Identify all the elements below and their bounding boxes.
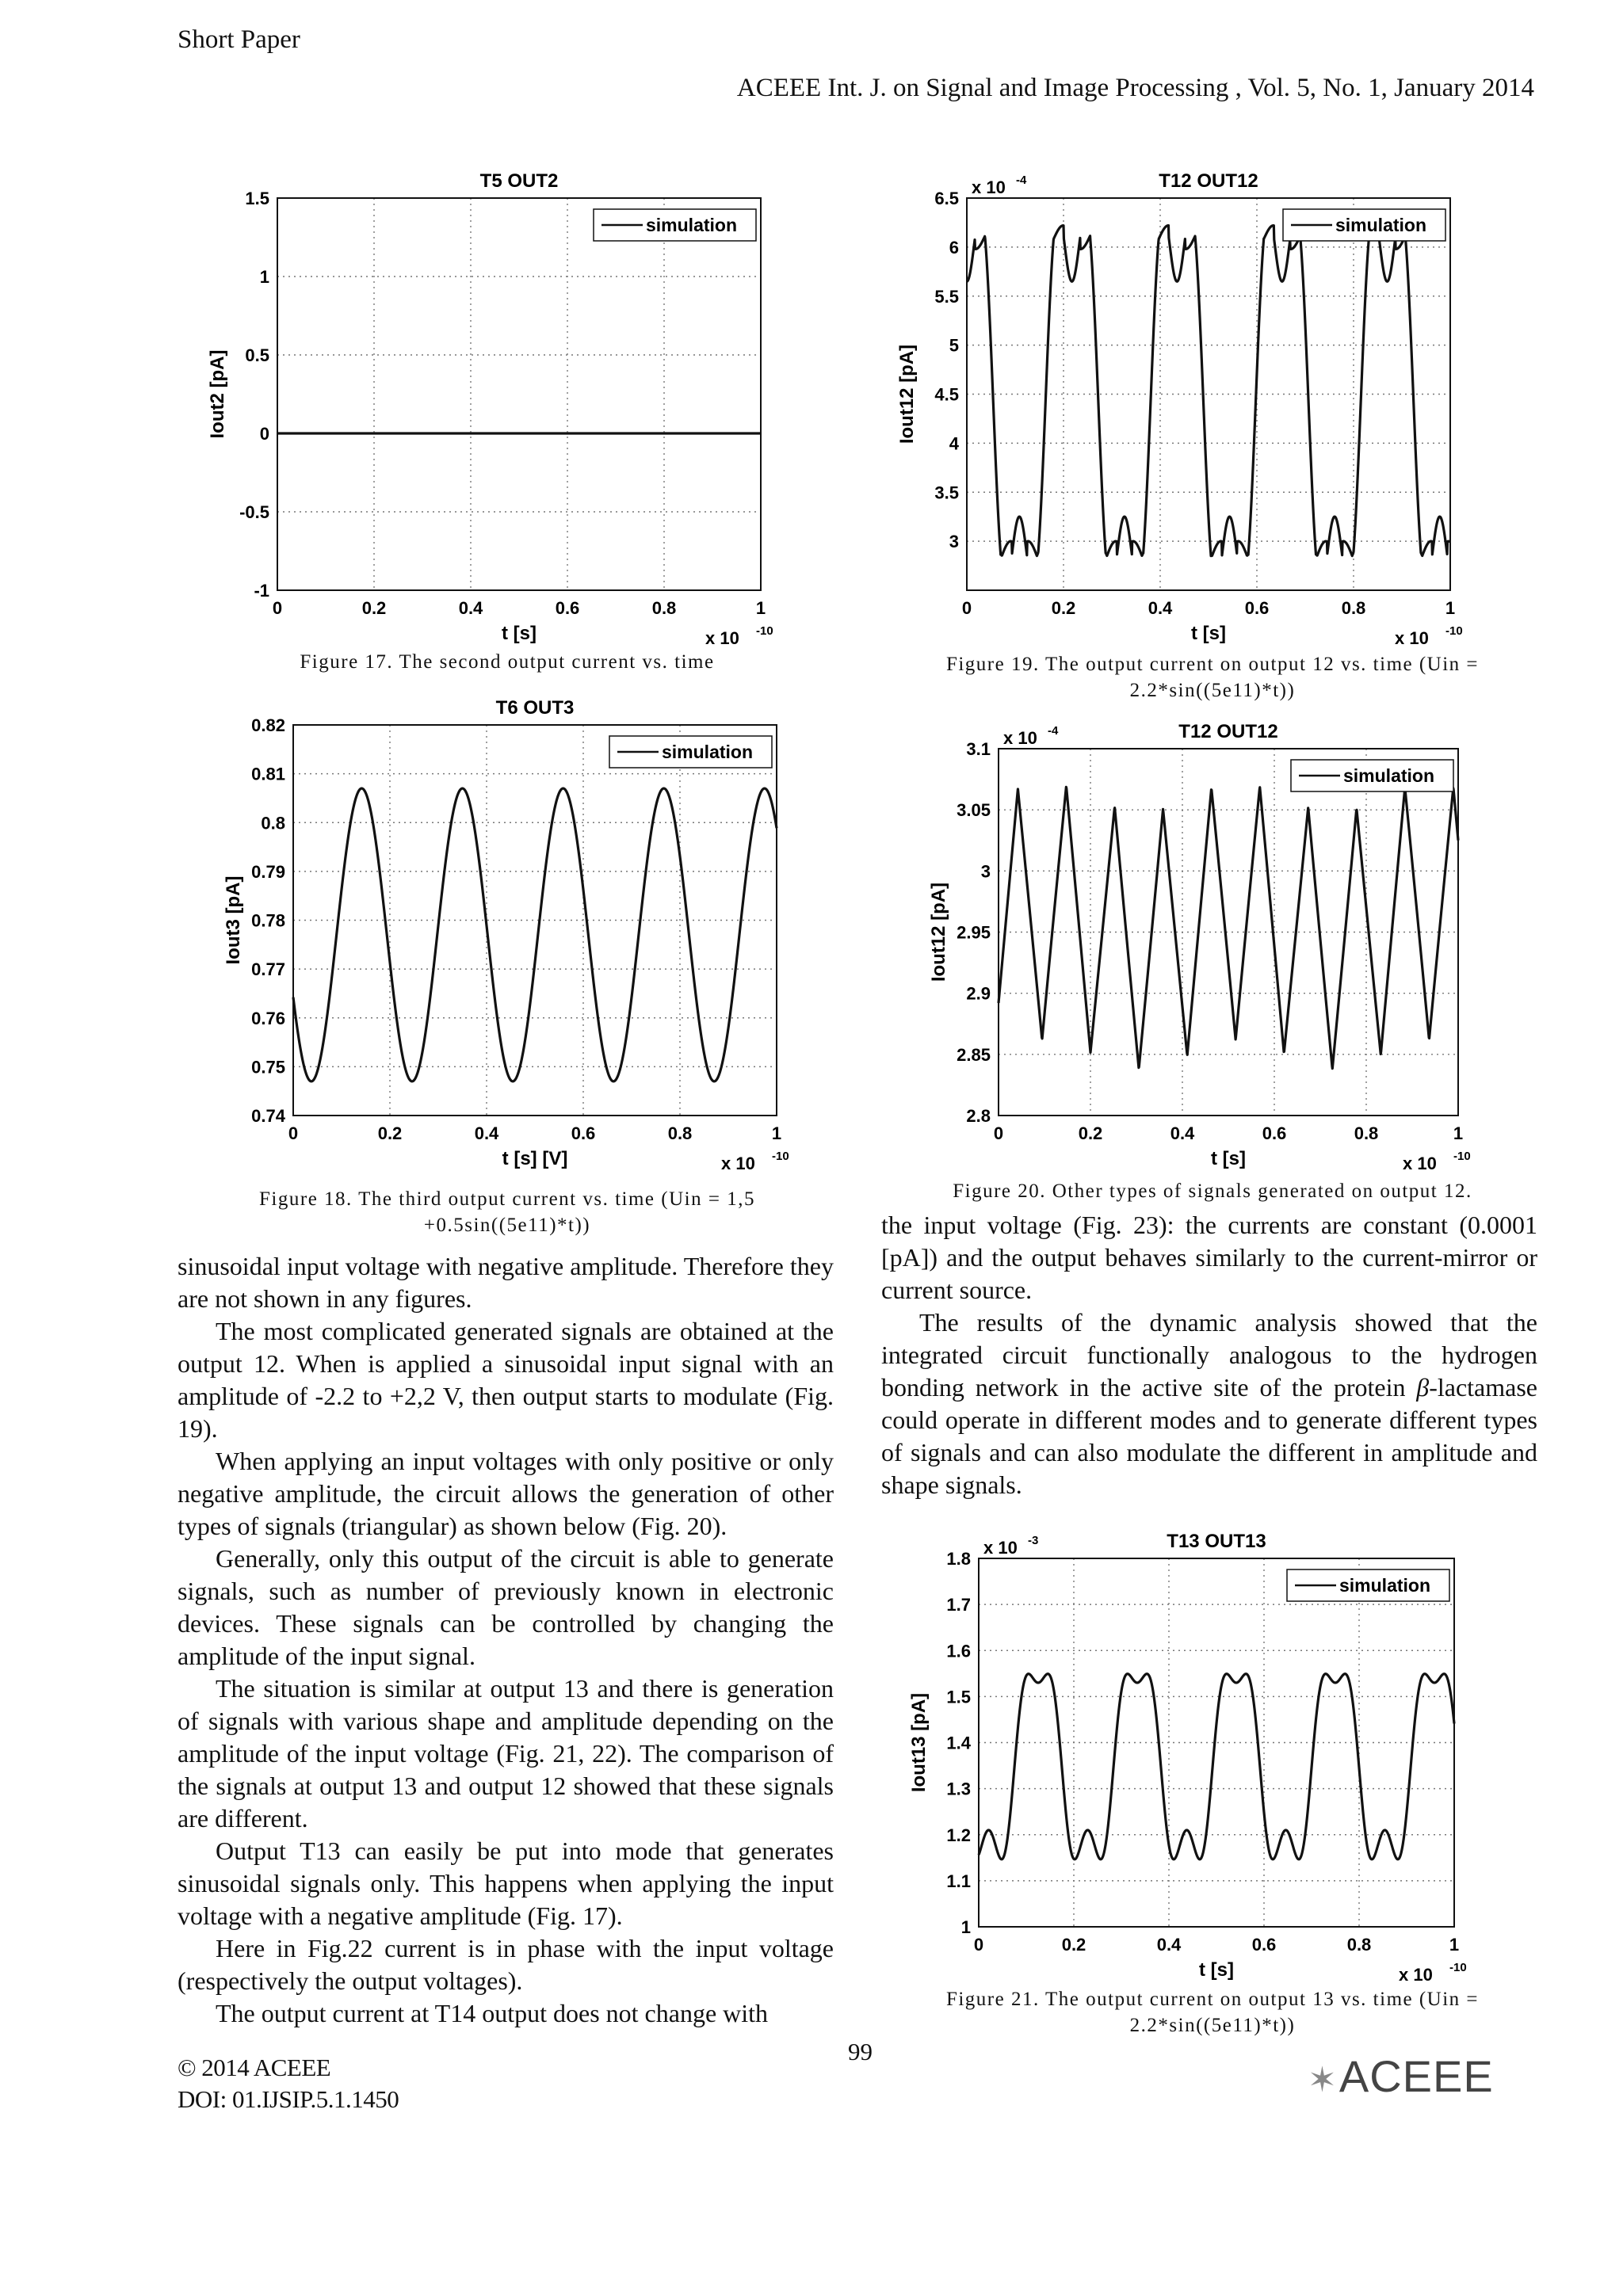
y-exponent: -4 xyxy=(1016,174,1027,187)
y-tick-label: 0.74 xyxy=(251,1106,285,1126)
y-tick-label: 3.5 xyxy=(934,482,959,503)
y-tick-label: 3 xyxy=(949,532,959,552)
left-column-text xyxy=(178,1250,834,2030)
paragraph: sinusoidal input voltage with negative amplitude. Therefore they are not shown in any figures. xyxy=(178,1252,834,1313)
x-tick-label: 0.2 xyxy=(1051,598,1076,618)
y-tick-label: 2.95 xyxy=(957,922,991,943)
y-tick-label: 2.9 xyxy=(966,983,991,1004)
chart-title: T12 OUT12 xyxy=(1178,721,1278,742)
x-tick-label: 0.4 xyxy=(1148,598,1173,618)
paragraph: The most complicated generated signals are obtained at the output 12. When is applied a sinusoidal input signal with an amplitude of -2.2 to +2,2 V, then output starts to modulate (Fig. 19). xyxy=(178,1317,834,1443)
x-axis-label: t [s] xyxy=(502,623,537,644)
x-tick-label: 1 xyxy=(1453,1123,1464,1143)
x-multiplier: x 10 xyxy=(1395,628,1429,648)
figure-20 xyxy=(896,713,1474,1208)
x-tick-label: 0.4 xyxy=(1156,1935,1182,1955)
y-tick-label: 1 xyxy=(960,1917,971,1937)
y-tick-label: 6 xyxy=(949,237,959,257)
paragraph: Generally, only this output of the circuit is able to generate signals, such as number of previously known in electronic devices. These signals can be controlled by changing the amplitude of the input signal. xyxy=(178,1544,834,1670)
chart-title: T12 OUT12 xyxy=(1159,170,1258,192)
x-tick-label: 0.6 xyxy=(1244,598,1270,618)
x-tick-label: 0.4 xyxy=(458,598,483,618)
x-exponent: -10 xyxy=(756,624,773,638)
y-tick-label: 1.7 xyxy=(946,1595,971,1615)
paragraph: the input voltage (Fig. 23): the currents are constant (0.0001 [pA]) and the output behaves similarly to the current-mirror or current source. xyxy=(881,1211,1537,1304)
chart-svg xyxy=(896,1525,1474,2020)
y-tick-label: 1.5 xyxy=(245,189,269,208)
y-tick-label: 4 xyxy=(949,433,959,454)
x-tick-label: 1 xyxy=(755,598,766,618)
y-tick-label: 0.76 xyxy=(251,1008,285,1028)
y-tick-label: 0 xyxy=(259,424,269,444)
x-tick-label: 0.6 xyxy=(571,1123,596,1143)
y-tick-label: 2.85 xyxy=(957,1044,991,1065)
y-tick-label: 0.81 xyxy=(251,764,285,784)
x-exponent: -10 xyxy=(1453,1150,1471,1163)
y-axis-label: Iout12 [pA] xyxy=(896,344,918,444)
y-tick-label: 1.6 xyxy=(946,1641,971,1661)
y-tick-label: 0.75 xyxy=(251,1057,285,1077)
paragraph: Output T13 can easily be put into mode that generates sinusoidal signals only. This happens when applying the input voltage with a negative amplitude (Fig. 17). xyxy=(178,1836,834,1930)
y-multiplier: x 10 xyxy=(972,177,1006,197)
x-tick-label: 0.6 xyxy=(1262,1123,1287,1143)
x-tick-label: 0.6 xyxy=(555,598,580,618)
chart-svg xyxy=(198,689,789,1200)
legend-label: simulation xyxy=(1335,215,1427,235)
x-tick-label: 0.8 xyxy=(1346,1935,1372,1955)
x-tick-label: 0 xyxy=(288,1123,299,1143)
x-tick-label: 0.8 xyxy=(1354,1123,1379,1143)
y-tick-label: 1.2 xyxy=(946,1825,971,1845)
y-multiplier: x 10 xyxy=(1003,728,1037,748)
footer-left xyxy=(178,2052,399,2115)
y-tick-label: -0.5 xyxy=(239,502,269,522)
copyright: © 2014 ACEEE xyxy=(178,2054,331,2081)
paragraph: The output current at T14 output does not change with xyxy=(216,1999,769,2027)
x-tick-label: 0 xyxy=(993,1123,1004,1143)
series-line-simulation xyxy=(967,226,1450,556)
y-tick-label: 0.77 xyxy=(251,959,285,980)
legend-label: simulation xyxy=(646,215,738,235)
y-axis-label: Iout2 [pA] xyxy=(207,349,228,439)
x-tick-label: 0.8 xyxy=(1341,598,1366,618)
paragraph: Here in Fig.22 current is in phase with the input voltage (respectively the output voltages). xyxy=(178,1934,834,1995)
y-tick-label: 3 xyxy=(980,861,991,882)
x-tick-label: 0.2 xyxy=(1078,1123,1103,1143)
chart-svg xyxy=(896,713,1474,1208)
x-tick-label: 0 xyxy=(272,598,283,618)
series-line-simulation xyxy=(979,1674,1454,1859)
y-tick-label: 0.79 xyxy=(251,861,285,882)
chart-title: T6 OUT3 xyxy=(495,697,575,719)
x-tick-label: 1 xyxy=(771,1123,782,1143)
y-tick-label: 0.5 xyxy=(245,345,269,365)
doi: DOI: 01.IJSIP.5.1.1450 xyxy=(178,2085,399,2113)
figure-17-caption: Figure 17. The second output current vs. time xyxy=(300,651,715,673)
right-column-text xyxy=(881,1209,1537,1501)
figure-21 xyxy=(896,1525,1474,2020)
y-tick-label: 1.5 xyxy=(946,1687,971,1707)
x-tick-label: 0.8 xyxy=(651,598,677,618)
y-tick-label: 5.5 xyxy=(934,286,959,307)
x-tick-label: 0 xyxy=(973,1935,984,1955)
x-multiplier: x 10 xyxy=(721,1154,755,1173)
aceee-logo: ✶ACEEE xyxy=(1308,2051,1494,2101)
y-exponent: -4 xyxy=(1048,724,1059,738)
x-multiplier: x 10 xyxy=(705,628,739,648)
x-axis-label: t [s] xyxy=(1199,1959,1234,1981)
y-tick-label: 0.78 xyxy=(251,910,285,931)
y-tick-label: 1.8 xyxy=(946,1549,971,1569)
y-tick-label: 0.8 xyxy=(261,813,285,833)
chart-svg xyxy=(896,162,1474,673)
figure-21-caption: Figure 21. The output current on output 13 vs. time (Uin = 2.2*sin((5e11)*t)) xyxy=(945,1989,1480,2036)
figure-19-caption: Figure 19. The output current on output 12 vs. time (Uin = 2.2*sin((5e11)*t)) xyxy=(945,654,1480,701)
x-tick-label: 0.6 xyxy=(1251,1935,1277,1955)
plot-frame xyxy=(979,1558,1454,1927)
x-tick-label: 0.4 xyxy=(474,1123,499,1143)
figure-20-caption: Figure 20. Other types of signals generated on output 12. xyxy=(953,1180,1472,1202)
x-multiplier: x 10 xyxy=(1403,1154,1437,1173)
figure-17 xyxy=(198,162,773,673)
running-header-left: Short Paper xyxy=(178,25,300,54)
y-axis-label: Iout12 [pA] xyxy=(928,882,949,982)
legend-label: simulation xyxy=(1343,765,1435,786)
y-tick-label: 6.5 xyxy=(934,189,959,208)
legend-label: simulation xyxy=(662,742,754,762)
y-tick-label: 0.82 xyxy=(251,715,285,735)
page-number: 99 xyxy=(848,2038,873,2065)
running-header-right: ACEEE Int. J. on Signal and Image Processing , Vol. 5, No. 1, January 2014 xyxy=(736,74,1534,102)
x-tick-label: 0 xyxy=(961,598,972,618)
y-tick-label: 1.1 xyxy=(946,1871,971,1891)
series-line-simulation xyxy=(999,787,1458,1068)
x-tick-label: 1 xyxy=(1445,598,1456,618)
chart-title: T5 OUT2 xyxy=(479,170,559,192)
y-tick-label: 3.05 xyxy=(957,800,991,821)
paragraph: The results of the dynamic analysis showed that the integrated circuit functionally analogous to the hydrogen bonding network in the active site of the protein β-lactamase could operate in different modes and to generate different types of signals and can also modulate the different in amplitude and shape signals. xyxy=(881,1308,1537,1499)
figure-18-caption: Figure 18. The third output current vs. time (Uin = 1,5 +0.5sin((5e11)*t)) xyxy=(259,1188,755,1236)
x-tick-label: 0.2 xyxy=(377,1123,403,1143)
x-tick-label: 0.2 xyxy=(1061,1935,1086,1955)
figure-19 xyxy=(896,162,1474,673)
paragraph: When applying an input voltages with only positive or only negative amplitude, the circuit allows the generation of other types of signals (triangular) as shown below (Fig. 20). xyxy=(178,1447,834,1540)
paragraph: The situation is similar at output 13 and there is generation of signals with various shape and amplitude depending on the amplitude of the input voltage (Fig. 21, 22). The comparison of the signals at output 13 and output 12 showed that these signals are different. xyxy=(178,1674,834,1833)
y-tick-label: 3.1 xyxy=(966,739,991,759)
x-exponent: -10 xyxy=(1449,1961,1467,1974)
y-exponent: -3 xyxy=(1028,1534,1039,1547)
y-tick-label: 1.4 xyxy=(946,1733,971,1753)
y-tick-label: 1 xyxy=(259,267,269,287)
x-tick-label: 1 xyxy=(1449,1935,1460,1955)
y-tick-label: 1.3 xyxy=(946,1779,971,1799)
y-tick-label: 2.8 xyxy=(966,1106,991,1126)
x-tick-label: 0.2 xyxy=(361,598,387,618)
x-axis-label: t [s] xyxy=(1211,1148,1246,1169)
figure-18 xyxy=(198,689,789,1200)
x-tick-label: 0.4 xyxy=(1170,1123,1195,1143)
chart-title: T13 OUT13 xyxy=(1167,1531,1266,1552)
y-axis-label: Iout3 [pA] xyxy=(223,875,244,965)
legend-label: simulation xyxy=(1339,1575,1431,1596)
chart-svg xyxy=(198,162,773,673)
x-axis-label: t [s] [V] xyxy=(502,1148,568,1169)
x-exponent: -10 xyxy=(1445,624,1463,638)
series-line-simulation xyxy=(293,788,777,1081)
x-tick-label: 0.8 xyxy=(667,1123,693,1143)
y-tick-label: -1 xyxy=(254,581,269,601)
y-multiplier: x 10 xyxy=(983,1538,1018,1558)
x-multiplier: x 10 xyxy=(1399,1965,1433,1985)
y-axis-label: Iout13 [pA] xyxy=(908,1692,930,1793)
y-tick-label: 4.5 xyxy=(934,384,959,405)
star-icon: ✶ xyxy=(1308,2061,1338,2100)
plot-frame xyxy=(277,198,761,590)
beta-symbol: β xyxy=(1416,1373,1430,1402)
y-tick-label: 5 xyxy=(949,335,959,356)
x-axis-label: t [s] xyxy=(1191,623,1226,644)
x-exponent: -10 xyxy=(772,1150,789,1163)
